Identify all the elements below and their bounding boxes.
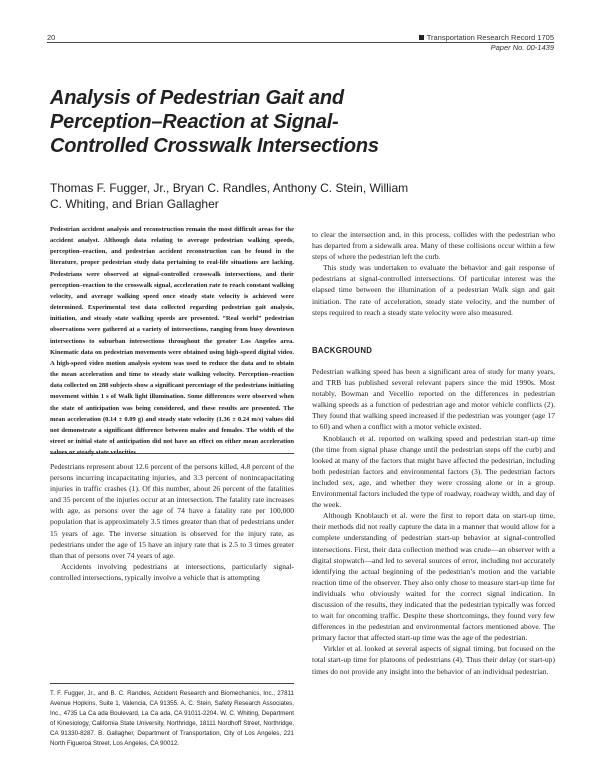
section-heading-background: BACKGROUND xyxy=(312,346,373,355)
author-list: Thomas F. Fugger, Jr., Bryan C. Randles, Anthony C. Stein, William C. Whiting, and Brian Gallagher xyxy=(50,181,409,211)
paragraph: Accidents involving pedestrians at intersections, particularly signal-controlled intersections, typically involve a vehicle that is attempting xyxy=(50,561,294,582)
journal-name xyxy=(419,33,554,42)
background-section-text xyxy=(312,366,555,677)
header-rule xyxy=(47,42,554,43)
page-number: 20 xyxy=(47,33,56,42)
paragraph: This study was undertaken to evaluate the behavior and gait response of pedestrians at signal-controlled intersections. Of particular interest was the elapsed time between the illumination of a pedestrian Walk sign and gait initiation. The rate of acceleration, steady state velocity, and the number of steps required to reach a steady state velocity were also measured. xyxy=(312,263,555,317)
right-column-top xyxy=(312,229,555,318)
paragraph: Pedestrians represent about 12.6 percent of the persons killed, 4.8 percent of the persons incurring incapacitating injuries, and 3.3 percent of nonincapacitating injuries in traffic crashes (1). Of this number, about 26 percent of the fatalities and 35 percent of the injuries occur at an intersection. The fatality rate increases with age, as persons over the age of 74 have a fatality rate per 100,000 population that is approximately 3.5 times greater than that of pedestrians under 15 years of age. The inverse situation is observed for the injury rate, as pedestrians under the age of 15 have an injury rate that is 2.5 to 3 times greater than that of persons over 74 years of age. xyxy=(50,462,294,560)
paper-title: Analysis of Pedestrian Gait and Perception–Reaction at Signal-Controlled Crosswalk Intersections xyxy=(50,87,379,157)
paragraph: Virkler et al. looked at several aspects of signal timing, but focused on the total start-up time for platoons of pedestrians (4). Thus their delay (or start-up) times do not provide any insight into the behavior of an individual pedestrian. xyxy=(312,644,555,676)
paragraph: Although Knoblauch et al. were the first to report data on start-up time, their methods did not really capture the data in a manner that would allow for a complete understanding of pedestrian start-up behavior at signal-controlled intersections. First, their data collection method was crude—an observer with a digital stopwatch—and led to several sources of error, including not accurately identifying the actual beginning of the pedestrian’s motion and the variable reaction time of the observer. They also only chose to measure start-up time for individuals who obviously waited for the correct signal indication. In discussion of the results, they indicated that the pedestrian typically was forced to wait for oncoming traffic. Despite these shortcomings, they found very few differences in the pedestrian and environmental factors mentioned above. The primary factor that affected start-up time was the age of the pedestrian. xyxy=(312,511,555,643)
paragraph: Knoblauch et al. reported on walking speed and pedestrian start-up time (the time from signal phase change until the pedestrian steps off the curb) and looked at many of the factors that might have affected the pedestrian, including both pedestrian factors and environmental factors (3). The pedestrian factors included sex, age, and whether they were crossing alone or in a group. Environmental factors included the type of roadway, roadway width, and day of the week. xyxy=(312,433,555,510)
paper-number: Paper No. 00-1439 xyxy=(490,43,554,52)
author-affiliations-footnote: T. F. Fugger, Jr., and B. C. Randles, Accident Research and Biomechanics, Inc., 27811 Avenue Hopkins, Suite 1, Valencia, CA 91355. A. C. Stein, Safety Research Associates, Inc., 4735 La Ca ada Boulevard, La Ca ada, CA 91011-2204. W. C. Whiting, Department of Kinesiology, California State University, Northridge, 18111 Nordhoff Street, Northridge, CA 91330-8287. B. Gallagher, Department of Transportation, City of Los Angeles, 221 North Figueroa Street, Los Angeles, CA 90012. xyxy=(50,690,294,747)
paragraph: to clear the intersection and, in this process, collides with the pedestrian who has departed from a sidewalk area. Many of these collisions occur within a few steps of where the pedestrian left the curb. xyxy=(312,230,555,262)
intro-text xyxy=(50,461,294,583)
paragraph: Pedestrian walking speed has been a significant area of study for many years, and TRB has published several relevant papers since the mid 1990s. Most notably, Bowman and Vecellio reported on the differences in pedestrian walking speeds as a function of pedestrian age and motor vehicle conflicts (2). They found that walking speed increased if the pedestrian was younger (age 17 to 60) and when a conflict with a motor vehicle existed. xyxy=(312,367,555,432)
journal-title: Transportation Research Record 1705 xyxy=(426,33,554,42)
abstract: Pedestrian accident analysis and reconstruction remain the most difficult areas for the accident analyst. Although data relating to average pedestrian walking speeds, perception–reaction, and pedestrian accident reconstruction can be found in the literature, proper pedestrian study data pertaining to real-life situations are lacking. Pedestrians were observed at signal-controlled crosswalk intersections, and their perception–reaction to the crosswalk signal, acceleration rate to reach constant walking velocity, and average walking speed once steady state velocity is achieved were determined. Experimental test data collected regarding pedestrian gait analysis, initiation, and steady state walking speeds are presented. “Real world” pedestrian observations were gathered at a variety of intersections, ranging from busy downtown intersections to suburban intersections throughout the greater Los Angeles area. Kinematic data on pedestrian movements were obtained using high-speed digital video. A high-speed video motion analysis system was used to reduce the data and to obtain the mean acceleration and time to steady state walking velocity. Perception–reaction data collected on 288 subjects show a significant percentage of the pedestrians initiating movement within 1 s of Walk light illumination. Some differences were observed when the state of anticipation was being considered, and these results are presented. The mean acceleration (0.14 ± 0.09 g) and steady state velocity (1.36 ± 0.24 m/s) values did not demonstrate a significant difference between males and females. The width of the street or initial state of anticipation did not have an effect on either mean acceleration values or steady state velocities. xyxy=(50,226,294,457)
square-bullet-icon xyxy=(419,35,424,40)
footnote-rule xyxy=(50,683,294,684)
abstract-rule xyxy=(50,453,294,454)
